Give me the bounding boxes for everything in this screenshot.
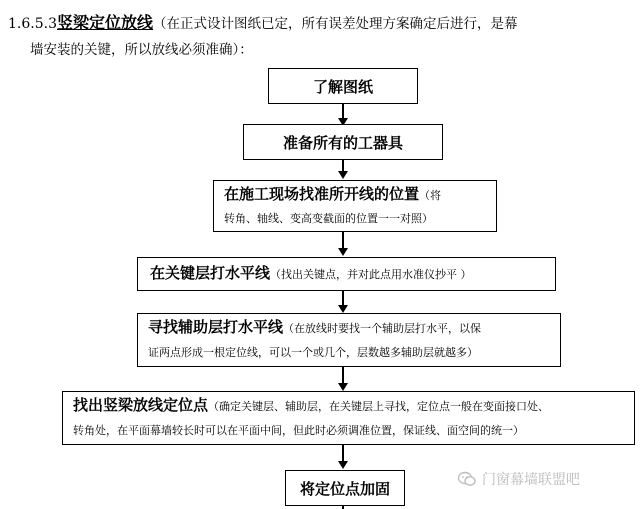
- step-1-label: 了解图纸: [312, 77, 373, 96]
- watermark-text: 门窗幕墙联盟吧: [482, 472, 580, 488]
- section-desc-line1: （在正式设计图纸已定，所有误差处理方案确定后进行，是幕: [153, 16, 518, 32]
- step-5-label: 寻找辅助层打水平线: [148, 318, 284, 336]
- step-5-note: 证两点形成一根定位线，可以一个或几个，层数越多辅助层就越多）: [148, 346, 478, 359]
- watermark: [458, 469, 580, 489]
- step-6-note-inline: （确定关键层、辅助层，在关键层上寻找，定位点一般在变面接口处、: [208, 400, 550, 413]
- flow-step-key-floor-level: [137, 257, 556, 291]
- section-title: 竖梁定位放线: [56, 13, 153, 32]
- step-6-note: 转角处，在平面幕墙较长时可以在平面中间，但此时必须调准位置，保证线、面空间的统一）: [73, 424, 524, 437]
- step-4-note-inline: （找出关键点，并对此点用水准仪抄平 ）: [270, 268, 472, 281]
- section-number: 1.6.5.3: [8, 16, 57, 32]
- step-5-note-inline: （在放线时要找一个辅助层打水平，以保: [283, 322, 482, 335]
- flow-step-prepare-tools: [243, 124, 443, 160]
- flow-step-locate-lines: [213, 180, 497, 232]
- section-heading: [8, 10, 632, 63]
- step-4-label: 在关键层打水平线: [150, 264, 271, 282]
- step-3-note-inline: （将: [419, 189, 442, 202]
- flow-step-find-positioning-points: [62, 391, 635, 445]
- section-desc-line2: 墙安装的关键，所以放线必须准确）：: [30, 42, 253, 58]
- flow-step-understand-drawings: [268, 68, 418, 104]
- chat-bubble-icon: [458, 471, 476, 487]
- step-6-label: 找出竖梁放线定位点: [73, 396, 209, 414]
- flow-step-auxiliary-floor-level: [137, 313, 561, 367]
- step-3-label: 在施工现场找准所开线的位置: [224, 185, 420, 203]
- step-7-label: 将定位点加固: [299, 479, 390, 498]
- flow-step-reinforce-points: [285, 470, 405, 506]
- step-3-note: 转角、轴线、变高变截面的位置一一对照）: [224, 212, 433, 225]
- step-2-label: 准备所有的工器具: [282, 133, 403, 152]
